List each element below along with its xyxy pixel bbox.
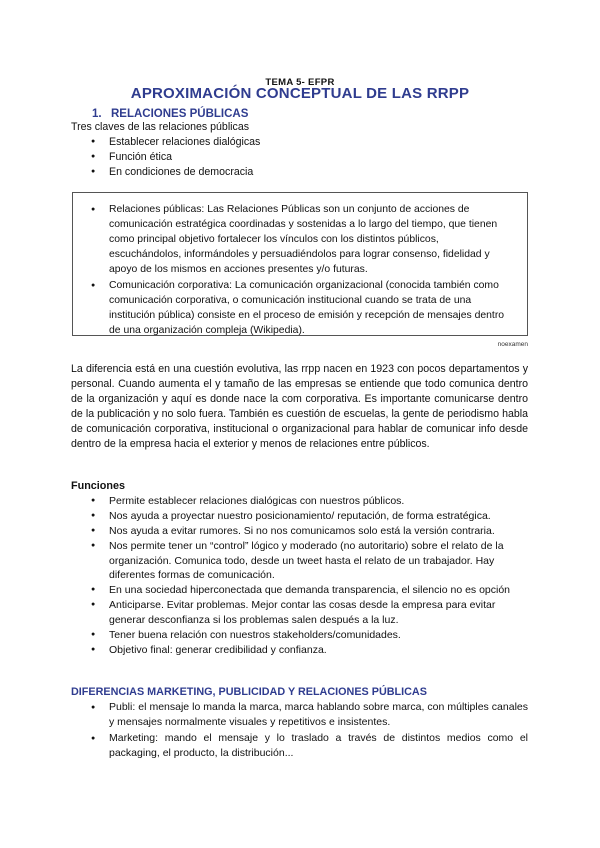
definition-item: ● Relaciones públicas: Las Relaciones Públicas son un conjunto de acciones de comunicación estratégica coordinadas y sostenidas a lo largo del tiempo, que tienen como principal objetivo fortalecer los vínculos con los distintos públicos, escuchándolos, informándoles y persuadiéndolos para lograr consenso, fidelidad y apoyo de los mismos en acciones presentes y/o futuras. [91,202,511,277]
list-item: ● Establecer relaciones dialógicas [91,135,260,150]
diferencias-heading: DIFERENCIAS MARKETING, PUBLICIDAD Y RELACIONES PÚBLICAS [71,686,427,698]
section-number: 1. [92,108,102,120]
list-item: ● Nos ayuda a evitar rumores. Si no nos comunicamos solo está la versión contraria. [91,524,528,539]
definition-item: ● Comunicación corporativa: La comunicación organizacional (conocida también como comunicación corporativa, o comunicación institucional cuando se trata de una institución pública) consiste en el proceso de emisión y recepción de mensajes dentro de una organización compleja (Wikipedia). [91,278,511,338]
list-item: ● Anticiparse. Evitar problemas. Mejor contar las cosas desde la empresa para evitar generar desconfianza si los problemas salen después a la luz. [91,598,528,627]
list-item: ● Nos ayuda a proyectar nuestro posicionamiento/ reputación, de forma estratégica. [91,509,528,524]
list-item: ● Tener buena relación con nuestros stakeholders/comunidades. [91,628,528,643]
page-title: APROXIMACIÓN CONCEPTUAL DE LAS RRPP [130,85,470,102]
list-item: ● En una sociedad hiperconectada que demanda transparencia, el silencio no es opción [91,583,528,598]
definitions-box [72,192,528,336]
section-heading-text: RELACIONES PÚBLICAS [111,108,249,120]
list-item: ● Objetivo final: generar credibilidad y confianza. [91,643,528,658]
list-item: ● Marketing: mando el mensaje y lo traslado a través de distintos medios como el packaging, el producto, la distribución... [91,731,528,761]
diferencias-list [91,700,528,762]
list-item: ● Publi: el mensaje lo manda la marca, marca hablando sobre marca, con múltiples canales y mensajes normalmente visuales y repetitivos e insistentes. [91,700,528,730]
funciones-list [91,494,528,658]
list-item: ● En condiciones de democracia [91,165,260,180]
list-item: ● Permite establecer relaciones dialógicas con nuestros públicos. [91,494,528,509]
list-item: ● Función ética [91,150,260,165]
document-label: TEMA 5- EFPR [265,77,335,88]
claves-list [91,135,260,180]
list-item: ● Nos permite tener un “control” lógico y moderado (no autoritario) sobre el relato de la organización. Comunica todo, desde un tweet hasta el relato de un trabajador. Hay diferentes formas de comunicación. [91,539,528,583]
intro-text: Tres claves de las relaciones públicas [71,121,250,133]
definitions-list [91,202,511,339]
box-note: noexamen [497,341,528,348]
body-paragraph: La diferencia está en una cuestión evolutiva, las rrpp nacen en 1923 con pocos departamentos y personal. Cuando aumenta el y tamaño de las empresas se entiende que todo comunica dentro de la organización y aquí es donde nace la com corporativa. Es importante comunicarse dentro de la publicación y no solo fuera. También es cuestión de escuelas, la gente de periodismo habla de comunicación corporativa, institucional o organizacional para hablar de comunicar info desde dentro de la empresa hacia el exterior y menos de relaciones entre públicos. [71,363,528,450]
funciones-heading: Funciones [71,480,125,492]
